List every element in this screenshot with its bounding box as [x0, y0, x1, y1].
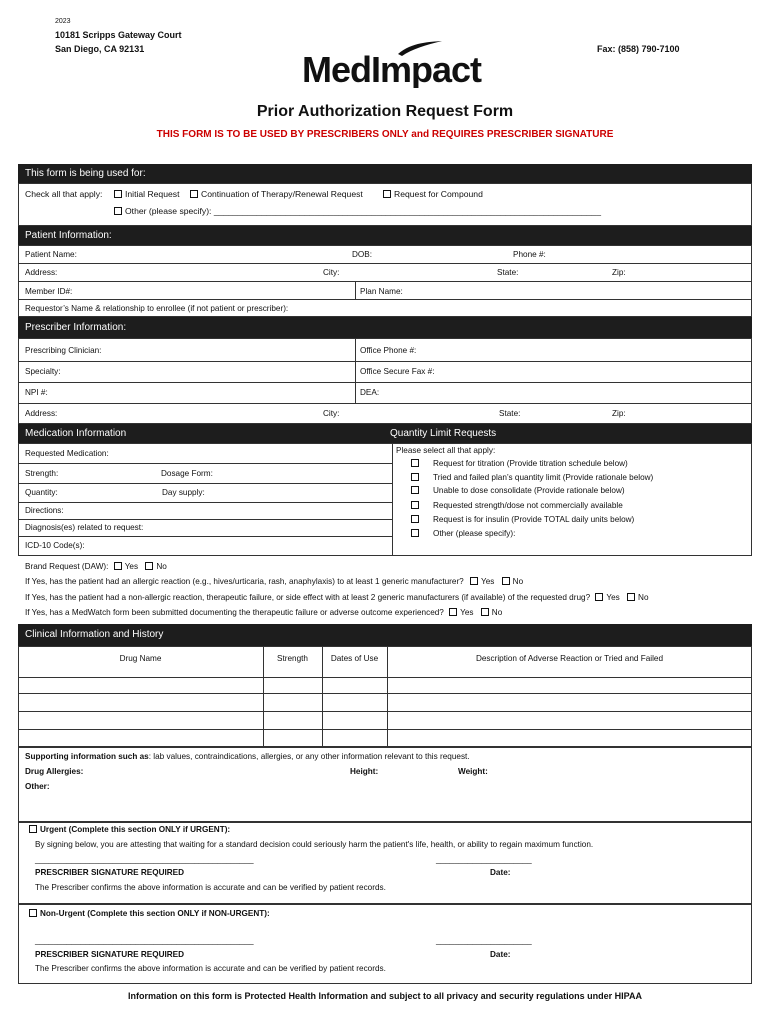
requested-medication-field[interactable]: Requested Medication: [25, 449, 109, 458]
urgent-date-line[interactable]: _____________________ [436, 855, 532, 864]
secure-fax-field[interactable]: Office Secure Fax #: [360, 367, 435, 376]
daw-question: Brand Request (DAW): Yes No [25, 562, 167, 571]
checkbox-icon[interactable] [190, 190, 198, 198]
plan-name-field[interactable]: Plan Name: [360, 287, 403, 296]
height-field[interactable]: Height: [350, 767, 379, 776]
supporting-info-label: Supporting information such as: lab values, contraindications, allergies, or any other information relevant to this request. [25, 752, 470, 761]
checkbox-icon[interactable] [595, 593, 603, 601]
prescriber-address-field[interactable]: Address: [25, 409, 58, 418]
ql-option-dose-consolidate: Unable to dose consolidate (Provide rationale below) [433, 486, 625, 495]
non-urgent-signature-label: PRESCRIBER SIGNATURE REQUIRED [35, 950, 185, 959]
allergic-question: If Yes, has the patient had an allergic reaction (e.g., hives/urticaria, rash, anaphylaxis) to at least 1 generic manufacturer? Yes No [25, 577, 524, 586]
icd-code-field[interactable]: ICD-10 Code(s): [25, 541, 85, 550]
requestor-field[interactable]: Requestor’s Name & relationship to enrollee (if not patient or prescriber): [25, 304, 289, 313]
divider [18, 299, 752, 300]
divider [355, 281, 356, 299]
other-usage-option[interactable]: Other (please specify): _________________________________________________________________________________ [114, 206, 601, 216]
logo-mark [302, 40, 484, 88]
non-urgent-signature-line[interactable]: ________________________________________________ [35, 936, 254, 945]
checkbox-icon[interactable] [411, 486, 419, 494]
checkbox-icon[interactable] [481, 608, 489, 616]
divider [18, 263, 752, 264]
column-drug-name: Drug Name [119, 654, 162, 663]
column-strength: Strength [277, 654, 308, 663]
form-subtitle: THIS FORM IS TO BE USED BY PRESCRIBERS ONLY and REQUIRES PRESCRIBER SIGNATURE [156, 129, 614, 140]
quantity-limit-heading: Quantity Limit Requests [390, 428, 497, 439]
clinical-section-header: Clinical Information and History [18, 624, 752, 646]
fax-number: Fax: (858) 790-7100 [597, 44, 680, 54]
ql-option-insulin: Request is for insulin (Provide TOTAL daily units below) [433, 515, 635, 524]
non-urgent-date-line[interactable]: _____________________ [436, 936, 532, 945]
usage-section-header: This form is being used for: [18, 164, 752, 183]
ql-option-tried-failed: Tried and failed plan’s quantity limit (Provide rationale below) [433, 473, 654, 482]
divider [18, 693, 752, 694]
medication-heading: Medication Information [25, 428, 127, 439]
checkbox-icon[interactable] [411, 459, 419, 467]
dea-field[interactable]: DEA: [360, 388, 380, 397]
strength-field[interactable]: Strength: [25, 469, 59, 478]
checkbox-icon[interactable] [145, 562, 153, 570]
urgent-signature-label: PRESCRIBER SIGNATURE REQUIRED [35, 868, 185, 877]
urgent-attestation: By signing below, you are attesting that waiting for a standard decision could seriously harm the patient's life, health, or ability to regain maximum function. [35, 840, 594, 849]
ql-option-not-available: Requested strength/dose not commercially available [433, 501, 623, 510]
dosage-form-field[interactable]: Dosage Form: [161, 469, 213, 478]
weight-field[interactable]: Weight: [458, 767, 488, 776]
checkbox-icon[interactable] [29, 825, 37, 833]
ql-option-titration: Request for titration (Provide titration schedule below) [433, 459, 628, 468]
column-description: Description of Adverse Reaction or Tried and Failed [475, 654, 664, 663]
form-title: Prior Authorization Request Form [256, 103, 514, 120]
divider [18, 382, 752, 383]
divider [18, 711, 752, 712]
checkbox-icon[interactable] [29, 909, 37, 917]
day-supply-field[interactable]: Day supply: [162, 488, 205, 497]
column-dates-of-use: Dates of Use [330, 654, 379, 663]
quantity-field[interactable]: Quantity: [25, 488, 58, 497]
address-line-1: 10181 Scripps Gateway Court [55, 30, 182, 40]
checkbox-icon[interactable] [502, 577, 510, 585]
patient-name-field[interactable]: Patient Name: [25, 250, 77, 259]
compound-request-option[interactable]: Request for Compound [383, 189, 483, 199]
checkbox-icon[interactable] [114, 562, 122, 570]
urgent-date-label: Date: [490, 868, 511, 877]
patient-city-field[interactable]: City: [323, 268, 340, 277]
non-urgent-date-label: Date: [490, 950, 511, 959]
divider [392, 443, 393, 556]
urgent-option[interactable]: Urgent (Complete this section ONLY if URGENT): [29, 825, 230, 834]
urgent-confirmation: The Prescriber confirms the above information is accurate and can be verified by patient records. [35, 883, 386, 892]
prescriber-zip-field[interactable]: Zip: [612, 409, 626, 418]
non-urgent-confirmation: The Prescriber confirms the above information is accurate and can be verified by patient records. [35, 964, 386, 973]
divider [18, 536, 392, 537]
specialty-field[interactable]: Specialty: [25, 367, 61, 376]
divider [355, 338, 356, 403]
non-urgent-option[interactable]: Non-Urgent (Complete this section ONLY if NON-URGENT): [29, 909, 270, 918]
divider [18, 281, 752, 282]
patient-section-header: Patient Information: [18, 226, 752, 245]
address-line-2: San Diego, CA 92131 [55, 44, 145, 54]
checkbox-icon[interactable] [470, 577, 478, 585]
divider [18, 502, 392, 503]
initial-request-option[interactable]: Initial Request [114, 189, 179, 199]
checkbox-icon[interactable] [449, 608, 457, 616]
checkbox-icon[interactable] [114, 190, 122, 198]
patient-dob-field[interactable]: DOB: [352, 250, 373, 259]
medication-box [18, 443, 752, 556]
patient-zip-field[interactable]: Zip: [612, 268, 626, 277]
directions-field[interactable]: Directions: [25, 506, 64, 515]
divider [18, 519, 392, 520]
drug-allergies-field[interactable]: Drug Allergies: [25, 767, 84, 776]
divider [18, 463, 392, 464]
checkbox-icon[interactable] [411, 473, 419, 481]
medimpact-logo [302, 40, 484, 88]
non-allergic-question: If Yes, has the patient had a non-allergic reaction, therapeutic failure, or side effect with at least 2 generic manufacturers (if available) of the requested drug? Yes No [25, 593, 649, 602]
medwatch-question: If Yes, has a MedWatch form been submitted documenting the therapeutic failure or adverse outcome experienced? Yes No [25, 608, 503, 617]
prescriber-state-field[interactable]: State: [499, 409, 521, 418]
npi-field[interactable]: NPI #: [25, 388, 48, 397]
divider [18, 729, 752, 730]
checkbox-icon[interactable] [411, 515, 419, 523]
renewal-request-option[interactable]: Continuation of Therapy/Renewal Request [190, 189, 363, 199]
prescribing-clinician-field[interactable]: Prescribing Clinician: [25, 346, 102, 355]
patient-address-field[interactable]: Address: [25, 268, 58, 277]
divider [18, 403, 752, 404]
member-id-field[interactable]: Member ID#: [25, 287, 73, 296]
divider [18, 361, 752, 362]
prescriber-section-header: Prescriber Information: [18, 317, 752, 338]
checkbox-icon[interactable] [383, 190, 391, 198]
checkbox-icon[interactable] [114, 207, 122, 215]
checkbox-icon[interactable] [627, 593, 635, 601]
checkbox-icon[interactable] [411, 501, 419, 509]
medication-section-header [18, 424, 752, 443]
hipaa-footer: Information on this form is Protected Health Information and subject to all privacy and security regulations under HIPAA [128, 991, 642, 1001]
patient-phone-field[interactable]: Phone #: [513, 250, 546, 259]
other-field[interactable]: Other: [25, 782, 50, 791]
prescriber-city-field[interactable]: City: [323, 409, 340, 418]
check-all-label: Check all that apply: [25, 189, 103, 199]
quantity-limit-instruction: Please select all that apply: [396, 446, 496, 455]
form-year: 2023 [55, 18, 71, 25]
ql-option-other: Other (please specify): [433, 529, 516, 538]
urgent-signature-line[interactable]: ________________________________________________ [35, 855, 254, 864]
divider [18, 677, 752, 678]
divider [18, 483, 392, 484]
office-phone-field[interactable]: Office Phone #: [360, 346, 417, 355]
svg-text:MedImpact: MedImpact [302, 49, 482, 88]
patient-state-field[interactable]: State: [497, 268, 519, 277]
diagnosis-field[interactable]: Diagnosis(es) related to request: [25, 523, 144, 532]
checkbox-icon[interactable] [411, 529, 419, 537]
